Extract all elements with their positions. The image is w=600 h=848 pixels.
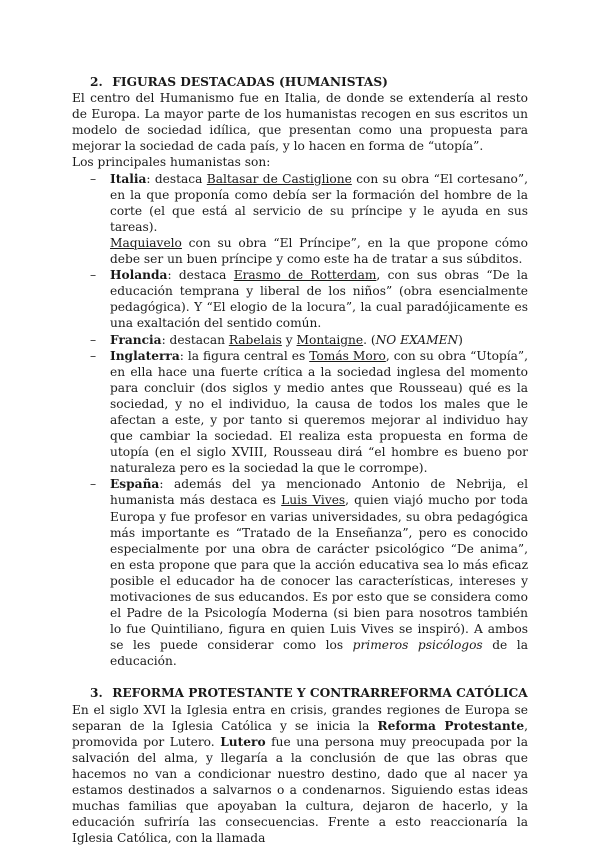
text-span: : además del ya mencionado Antonio de Nebrija, el humanista más destaca es (110, 477, 528, 508)
bullet-dash: – (90, 171, 97, 186)
country-holanda: Holanda (110, 268, 168, 283)
reforma-protestante-term: Reforma Protestante (377, 718, 525, 733)
name-luis-vives: Luis Vives (281, 493, 346, 508)
text-span: : la figura central es (179, 348, 310, 363)
country-inglaterra: Inglaterra (110, 348, 180, 363)
name-montaigne: Montaigne (296, 332, 364, 347)
section-3-paragraph (72, 702, 528, 847)
bullet-dash: – (90, 332, 97, 347)
section-2-number: 2. (90, 75, 103, 89)
text-span: , con sus obras “De la educación temprana y liberal de los niños” (obra esencialmente pedagógica). Y “El elogio de la locura”, la cual paradójicamente es una exaltación del sentido común. (110, 268, 528, 331)
primeros-psicologos: primeros psicólogos (352, 638, 483, 653)
text-span: y (281, 332, 297, 347)
country-francia: Francia (110, 332, 162, 347)
text-span: , promovida por Lutero. (72, 718, 528, 749)
list-item-inglaterra (72, 348, 528, 477)
text-span: En el siglo XVI la Iglesia entra en crisis, grandes regiones de Europa se separan de la Iglesia Católica y se inicia la (72, 702, 528, 733)
humanists-list-intro: Los principales humanistas son: (72, 155, 271, 170)
name-maquiavelo: Maquiavelo (110, 235, 182, 250)
section-2-intro: El centro del Humanismo fue en Italia, de donde se extendería al resto de Europa. La mayor parte de los humanistas recogen en sus escritos un modelo de sociedad idílica, que presentan como una propuesta para mejorar la sociedad de cada país, y lo hacen en forma de “utopía”. (72, 91, 528, 154)
list-item-espana (72, 476, 528, 669)
text-span: , con su obra “Utopía”, en ella hace una fuerte crítica a la sociedad inglesa del momento para concluir (dos siglos y medio antes que Rousseau) qué es la sociedad, y no el individuo, la causa de todos los males que le afectan a este, y por tanto si queremos mejorar al individuo hay que cambiar la sociedad. El realiza esta propuesta en forma de utopía (en el siglo XVIII, Rousseau dirá “el hombre es bueno por naturaleza pero es la sociedad la que le corrompe). (110, 348, 528, 476)
text-span: con su obra “El cortesano”, en la que proponía como debía ser la formación del hombre de la corte (el que está al servicio de su príncipe y le ayuda en sus tareas). (110, 171, 528, 234)
text-span: , quien viajó mucho por toda Europa y fue profesor en varias universidades, su obra pedagógica más importante es “Tratado de la Enseñanza”, pero es conocido especialmente por una obra de carácter psicológico “De anima”, en esta propone que para que la acción educativa sea lo más eficaz posible el educador ha de conocer las características, intereses y motivaciones de sus educandos. Es por esto que se considera como el Padre de la Psicología Moderna (si bien para nosotros también lo fue Quintiliano, figura en quien Luis Vives se inspiró). A ambos se les puede considerar como los (110, 493, 528, 653)
section-3-heading (90, 685, 528, 701)
name-rabelais: Rabelais (228, 332, 282, 347)
text-span: . ( (363, 332, 376, 347)
text-span: con su obra “El Príncipe”, en la que propone cómo debe ser un buen príncipe y como este ha de tratar a sus súbditos. (110, 235, 528, 267)
text-span: : destaca (146, 171, 207, 186)
country-italia: Italia (110, 171, 147, 186)
italia-maquiavelo-text (110, 235, 528, 267)
section-3-number: 3. (90, 686, 103, 701)
text-span: : destaca (167, 268, 234, 283)
name-castiglione: Baltasar de Castiglione (206, 171, 352, 186)
section-2-title: FIGURAS DESTACADAS (HUMANISTAS) (112, 75, 388, 89)
text-span: : destacan (161, 332, 229, 347)
name-tomas-moro: Tomás Moro (309, 348, 386, 363)
text-span: fue una persona muy preocupada por la salvación del alma, y llegaría a la conclusión de que las obras que hacemos no van a condicionar nuestro destino, dado que al nacer ya estamos destinados a salvarnos o a condenarnos. Siguiendo estas ideas muchas familias que apoyaban la cultura, dejaron de hacerlo, y la educación sufriría las consecuencias. Frente a esto reaccionaría la Iglesia Católica, con la llamada (72, 734, 528, 846)
humanists-list (72, 171, 528, 670)
italia-castiglione-text (110, 171, 528, 235)
list-item-holanda (72, 267, 528, 331)
bullet-dash: – (90, 268, 97, 283)
section-3-title: REFORMA PROTESTANTE Y CONTRARREFORMA CATÓLICA (112, 686, 528, 701)
text-span: de la educación. (110, 638, 528, 669)
name-erasmo: Erasmo de Rotterdam (233, 268, 377, 283)
lutero-term: Lutero (220, 734, 266, 749)
section-2-heading (90, 74, 528, 90)
bullet-dash: – (90, 348, 97, 363)
no-examen-note: NO EXAMEN (375, 332, 459, 347)
country-espana: España (110, 477, 160, 492)
text-span: ) (458, 332, 463, 347)
bullet-dash: – (90, 477, 97, 492)
section-spacer (72, 669, 528, 685)
list-item-italia (72, 171, 528, 268)
list-item-francia (72, 332, 528, 348)
